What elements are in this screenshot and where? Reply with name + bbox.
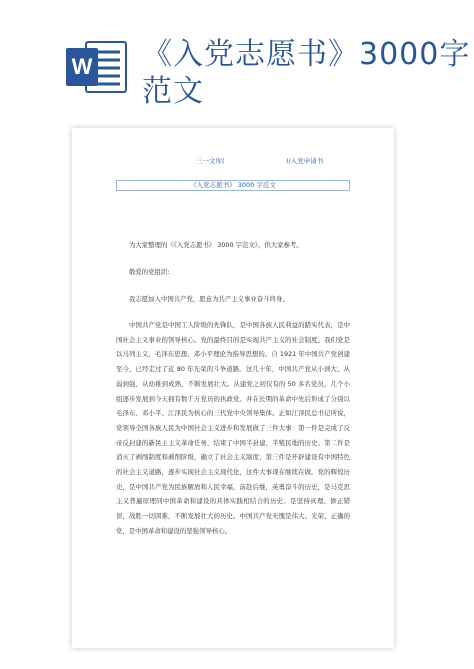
word-icon	[66, 40, 128, 94]
site-link[interactable]: 三一文库(	[196, 157, 225, 165]
word-icon-letter: W	[71, 54, 93, 79]
category-link[interactable]: )/入党申请书	[286, 157, 324, 165]
body-paragraph: 中国共产党是中国工人阶级的先锋队，是中国各族人民利益的踏实代表，是中国社会主义事业的领导核心。党的最终目的是实现共产主义的社会制度。我们党是以马列主义、毛泽东思想、邓小平理论为指导思想的。自 1921 年中国共产党创建至今，已经走过了近 80 年光荣的斗争道路。这几十年，中国共产党从小到大、从弱到强、从幼稚到成熟、不断发展壮大。从建党之初仅有的 50 多名党员，几个小组逐步发展到今天拥有数千万党员的执政党。并在长期的革命中先后形成了分别以毛泽东、邓小平、江泽民为核心的三代党中央领导集体。正如江泽民总书记所说，党领导全国各族人民为中国社会主义进步和发展做了三件大事：第一件是完成了反帝反封建的新民主主义革命任务，结束了中国半封建、半殖民地的历史；第二件是消灭了剥削制度和剥削阶级，确立了社会主义制度；第三件是开辟建设有中国特色的社会主义道路，逐步实现社会主义现代化，这件大事现在继续在做。党的辉煌历史，是中国共产党为民族解放和人民幸福，前赴后继，英勇奋斗的历史，是马克思主义普遍原理同中国革命和建设的具体实践相结合的历史；是坚持真理、修正错误，战胜一切困难，不断发展壮大的历史。中国共产党无愧是伟大、光荣、正确的党，是中国革命和建设的坚强领导核心。	[116, 321, 350, 535]
salutation: 敬爱的党组织:	[129, 268, 170, 276]
document-page	[72, 128, 394, 648]
opening-paragraph: 我志愿加入中国共产党，愿意为共产主义事业奋斗终身。	[129, 295, 289, 303]
intro-paragraph: 为大家整理的《《入党志愿书》 3000 字范文》，供大家参考。	[129, 241, 303, 249]
document-heading: 《入党志愿书》 3000 字范文	[116, 180, 350, 191]
page-title: 《入党志愿书》3000字范文	[142, 37, 471, 109]
